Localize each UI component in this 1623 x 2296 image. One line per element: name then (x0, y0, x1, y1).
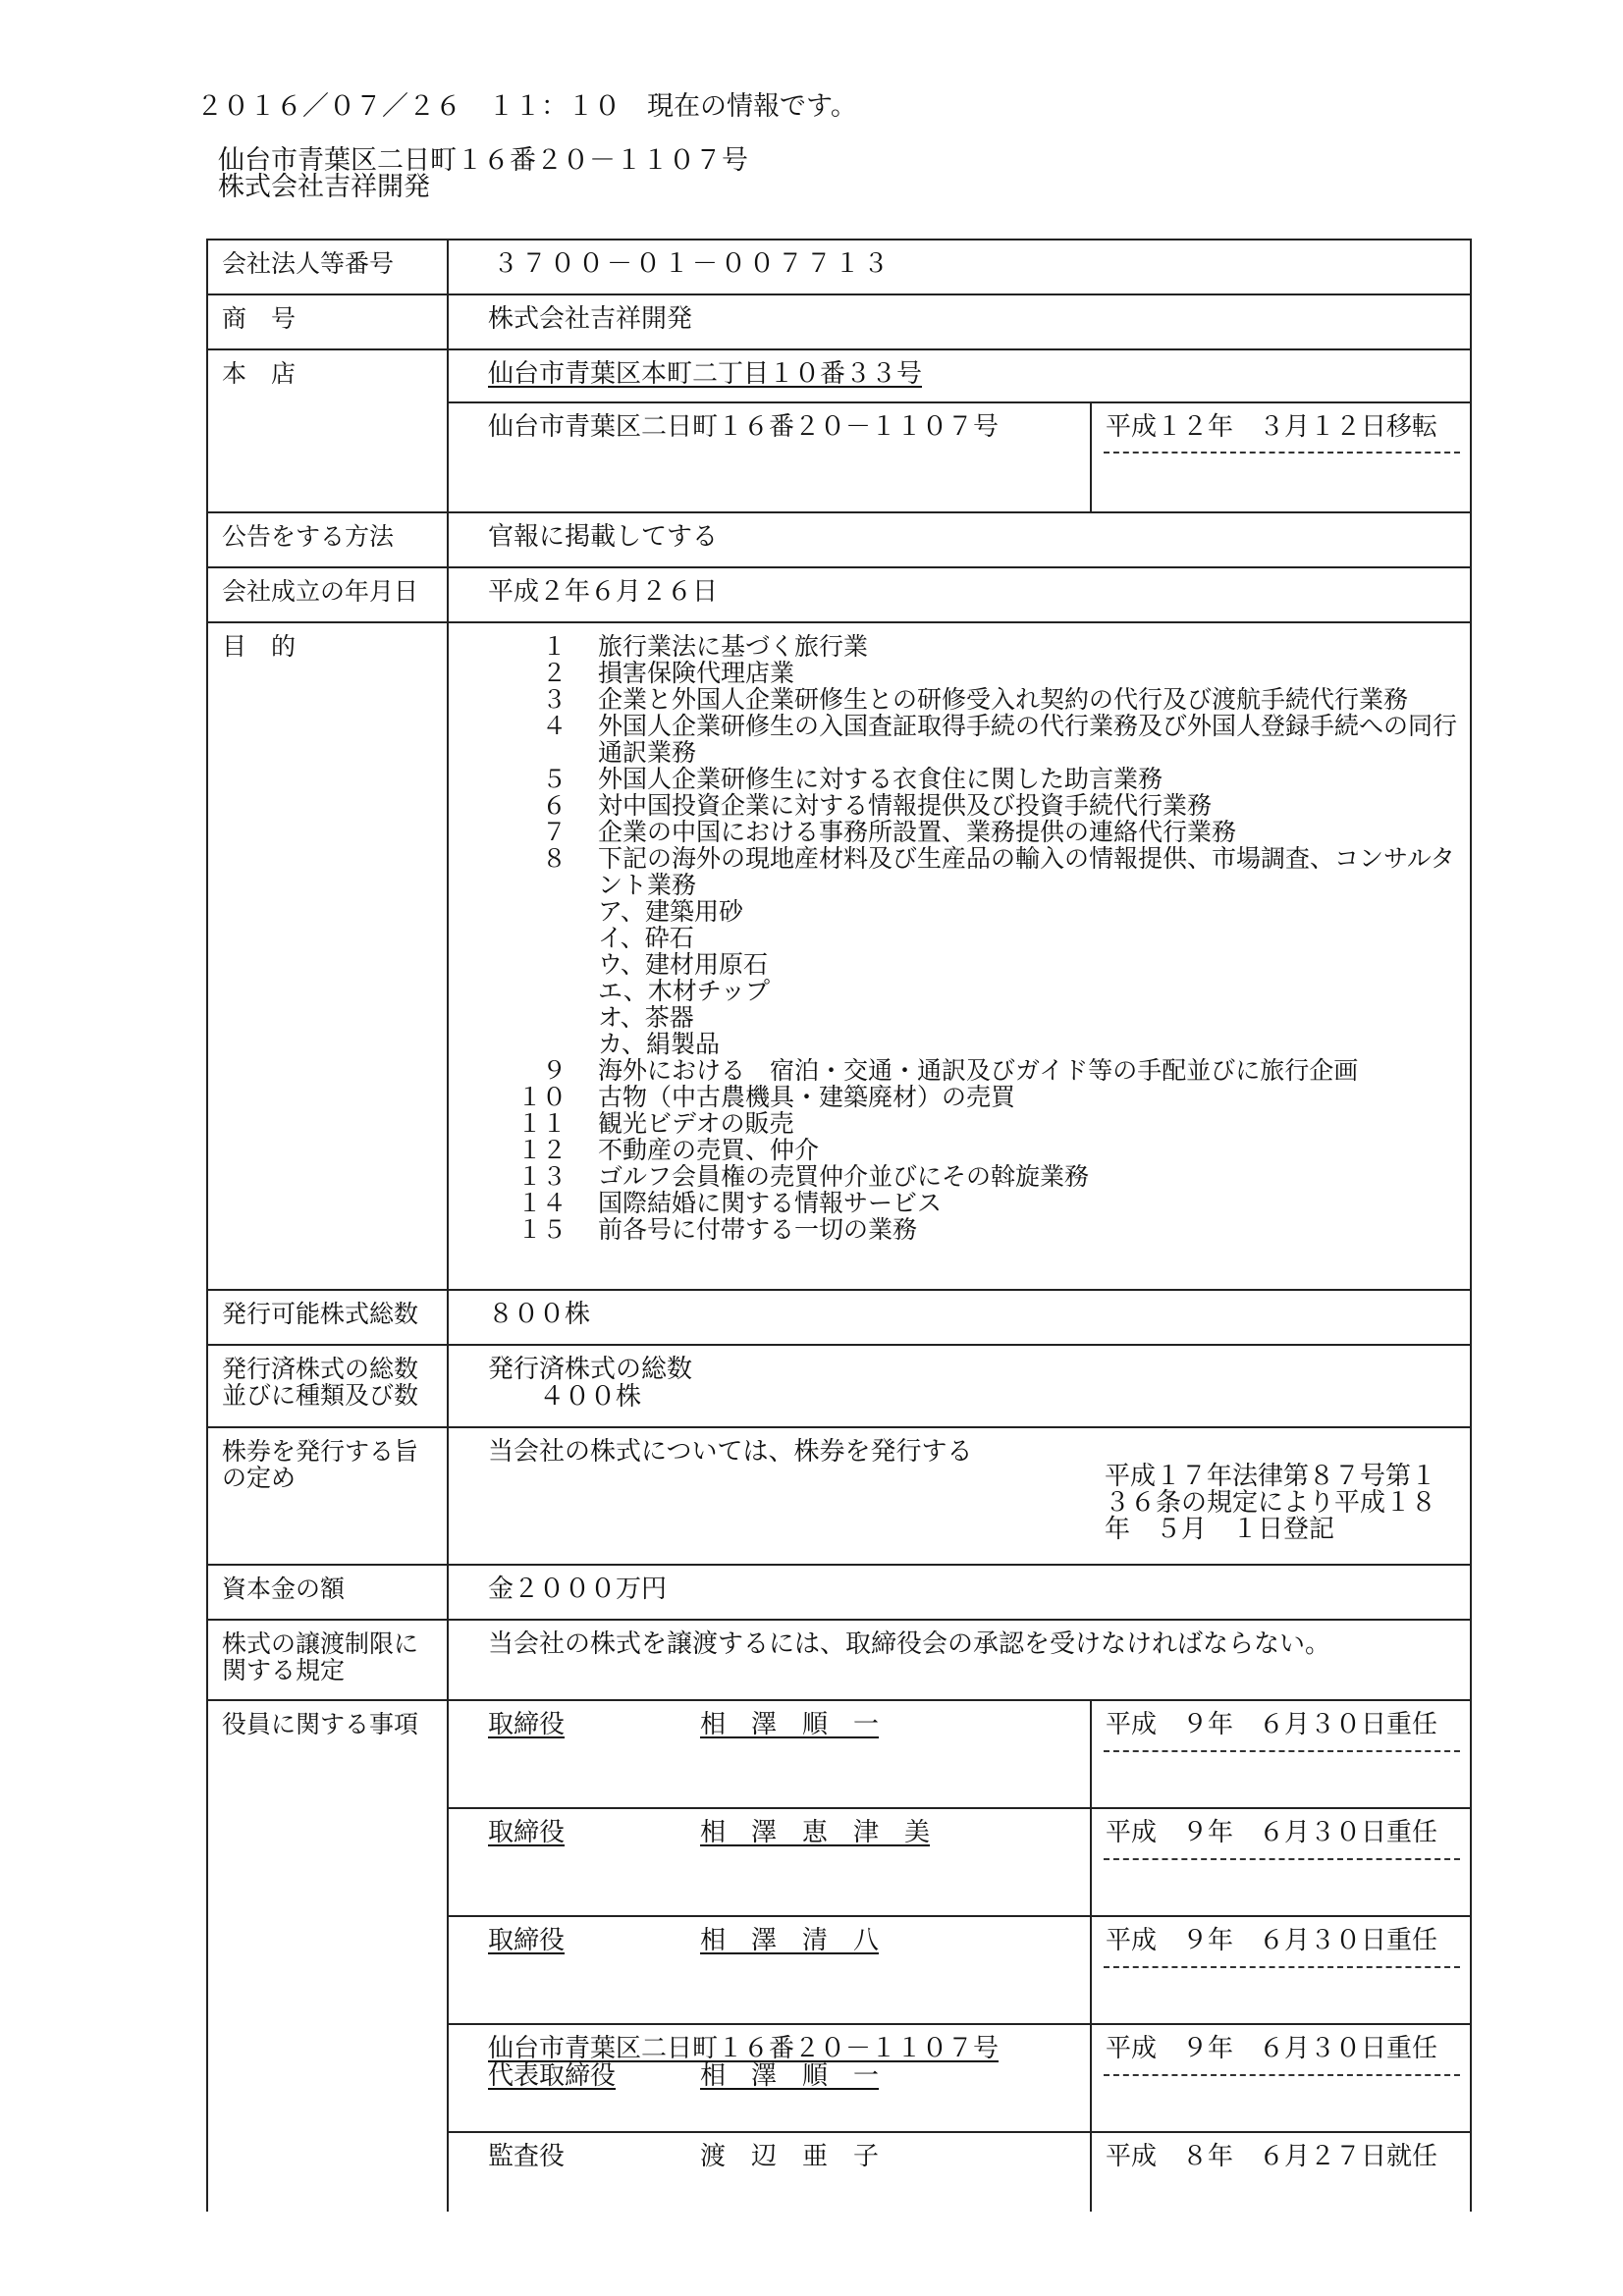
officer-role: 監査役 (488, 2142, 566, 2171)
officer-entry (449, 1915, 1470, 2023)
purpose-item: ９ 海外における 宿泊・交通・通訳及びガイド等の手配並びに旅行企画 (541, 1056, 1359, 1085)
issued-shares-count: ４００株 (514, 1382, 642, 1412)
officer-name: 相 澤 順 一 (700, 1710, 880, 1739)
dashed-rule (1104, 452, 1460, 454)
purpose-item: ４ 外国人企業研修生の入国査証取得手続の代行業務及び外国人登録手続への同行通訳業務 (541, 712, 1458, 767)
purpose-item: ２ 損害保険代理店業 (541, 659, 795, 687)
registry-table (206, 239, 1472, 2212)
established-value: 平成２年６月２６日 (488, 577, 719, 607)
officer-role: 代表取締役 (488, 2061, 617, 2091)
transfer-restriction-value: 当会社の株式を譲渡するには、取締役会の承認を受けなければならない。 (488, 1629, 1331, 1659)
row-established (208, 568, 1470, 623)
label-corp-number: 会社法人等番号 (208, 240, 449, 294)
officer-date: 平成 ８年 ６月２７日就任 (1106, 2142, 1438, 2171)
row-certificates (208, 1428, 1470, 1566)
label-purpose: 目 的 (208, 623, 449, 1289)
purpose-sub-item: イ、砕石 (598, 924, 694, 952)
purpose-item: ５ 外国人企業研修生に対する衣食住に関した助言業務 (541, 765, 1163, 793)
purpose-item: １２ 不動産の売買、仲介 (516, 1136, 820, 1164)
officer-date: 平成 ９年 ６月３０日重任 (1106, 1710, 1438, 1739)
purpose-item: １４ 国際結婚に関する情報サービス (516, 1189, 943, 1217)
authorized-shares-value: ８００株 (488, 1300, 591, 1329)
officer-date: 平成 ９年 ６月３０日重任 (1106, 2034, 1438, 2063)
dashed-rule (1104, 1858, 1460, 1860)
officer-entry (449, 1807, 1470, 1915)
row-officers (208, 1701, 1470, 2212)
header-company: 株式会社吉祥開発 (218, 172, 430, 202)
certificates-value: 当会社の株式については、株券を発行する (488, 1437, 973, 1467)
purpose-sub-item: カ、絹製品 (598, 1030, 721, 1058)
row-authorized-shares (208, 1291, 1470, 1346)
label-certificates: 株券を発行する旨 の定め (208, 1428, 449, 1564)
label-notice-method: 公告をする方法 (208, 513, 449, 566)
row-capital (208, 1566, 1470, 1621)
officer-role: 取締役 (488, 1818, 566, 1847)
row-purpose (208, 623, 1470, 1291)
timestamp-line: ２０１６／０７／２６ １１：１０ 現在の情報です。 (196, 91, 857, 122)
trade-name-value: 株式会社吉祥開発 (488, 304, 693, 334)
purpose-item: １１ 観光ビデオの販売 (516, 1109, 794, 1138)
old-address: 仙台市青葉区本町二丁目１０番３３号 (488, 359, 923, 389)
label-trade-name: 商 号 (208, 295, 449, 348)
officer-entry (449, 2023, 1470, 2131)
purpose-item: １０ 古物（中古農機具・建築廃材）の売買 (516, 1083, 1016, 1111)
row-issued-shares (208, 1346, 1470, 1428)
officer-name: 相 澤 順 一 (700, 2061, 880, 2091)
officer-address: 仙台市青葉区二日町１６番２０－１１０７号 (488, 2034, 1000, 2063)
purpose-sub-item: ウ、建材用原石 (598, 950, 769, 979)
purpose-sub-item: オ、茶器 (598, 1003, 694, 1032)
officer-name: 相 澤 恵 津 美 (700, 1818, 931, 1847)
notice-method-value: 官報に掲載してする (488, 522, 719, 552)
label-issued-shares: 発行済株式の総数 並びに種類及び数 (208, 1346, 449, 1426)
row-trade-name (208, 295, 1470, 350)
dashed-rule (1104, 1750, 1460, 1752)
purpose-item: １ 旅行業法に基づく旅行業 (541, 632, 869, 661)
purpose-item: １５ 前各号に付帯する一切の業務 (516, 1215, 918, 1244)
dashed-rule (1104, 2074, 1460, 2076)
purpose-item: ３ 企業と外国人企業研修生との研修受入れ契約の代行及び渡航手続代行業務 (541, 685, 1409, 714)
row-head-office (208, 350, 1470, 513)
corp-number-value: ３７００－０１－００７７１３ (493, 249, 893, 279)
officer-name: 相 澤 清 八 (700, 1926, 880, 1955)
row-corp-number (208, 240, 1470, 295)
row-transfer-restriction (208, 1621, 1470, 1701)
officer-entry (449, 1701, 1470, 1807)
officer-entry (449, 2131, 1470, 2212)
purpose-list (449, 623, 1470, 1289)
capital-value: 金２０００万円 (488, 1575, 668, 1604)
label-capital: 資本金の額 (208, 1566, 449, 1619)
purpose-item: ７ 企業の中国における事務所設置、業務提供の連絡代行業務 (541, 818, 1237, 846)
certificates-note: 平成１７年法律第８７号第１ ３６条の規定により平成１８ 年 ５月 １日登記 (1105, 1462, 1437, 1544)
officer-role: 取締役 (488, 1710, 566, 1739)
officer-date: 平成 ９年 ６月３０日重任 (1106, 1926, 1438, 1955)
purpose-item: １３ ゴルフ会員権の売買仲介並びにその斡旋業務 (516, 1162, 1090, 1191)
label-head-office: 本 店 (208, 350, 449, 511)
purpose-item: ８ 下記の海外の現地産材料及び生産品の輸入の情報提供、市場調査、コンサルタント業務 (541, 844, 1455, 899)
label-transfer-restriction: 株式の譲渡制限に 関する規定 (208, 1621, 449, 1699)
officer-role: 取締役 (488, 1926, 566, 1955)
row-notice-method (208, 513, 1470, 568)
purpose-sub-item: ア、建築用砂 (598, 897, 744, 926)
move-date: 平成１２年 ３月１２日移転 (1106, 412, 1438, 442)
issued-shares-title: 発行済株式の総数 (488, 1355, 693, 1384)
officer-name: 渡 辺 亜 子 (700, 2142, 880, 2171)
new-address: 仙台市青葉区二日町１６番２０－１１０７号 (488, 412, 1000, 442)
officer-date: 平成 ９年 ６月３０日重任 (1106, 1818, 1438, 1847)
purpose-sub-item: エ、木材チップ (598, 977, 771, 1005)
header-address: 仙台市青葉区二日町１６番２０－１１０７号 (218, 145, 748, 176)
label-authorized-shares: 発行可能株式総数 (208, 1291, 449, 1344)
purpose-item: ６ 対中国投資企業に対する情報提供及び投資手続代行業務 (541, 791, 1213, 820)
label-officers: 役員に関する事項 (208, 1701, 449, 2212)
dashed-rule (1104, 1966, 1460, 1968)
label-established: 会社成立の年月日 (208, 568, 449, 621)
